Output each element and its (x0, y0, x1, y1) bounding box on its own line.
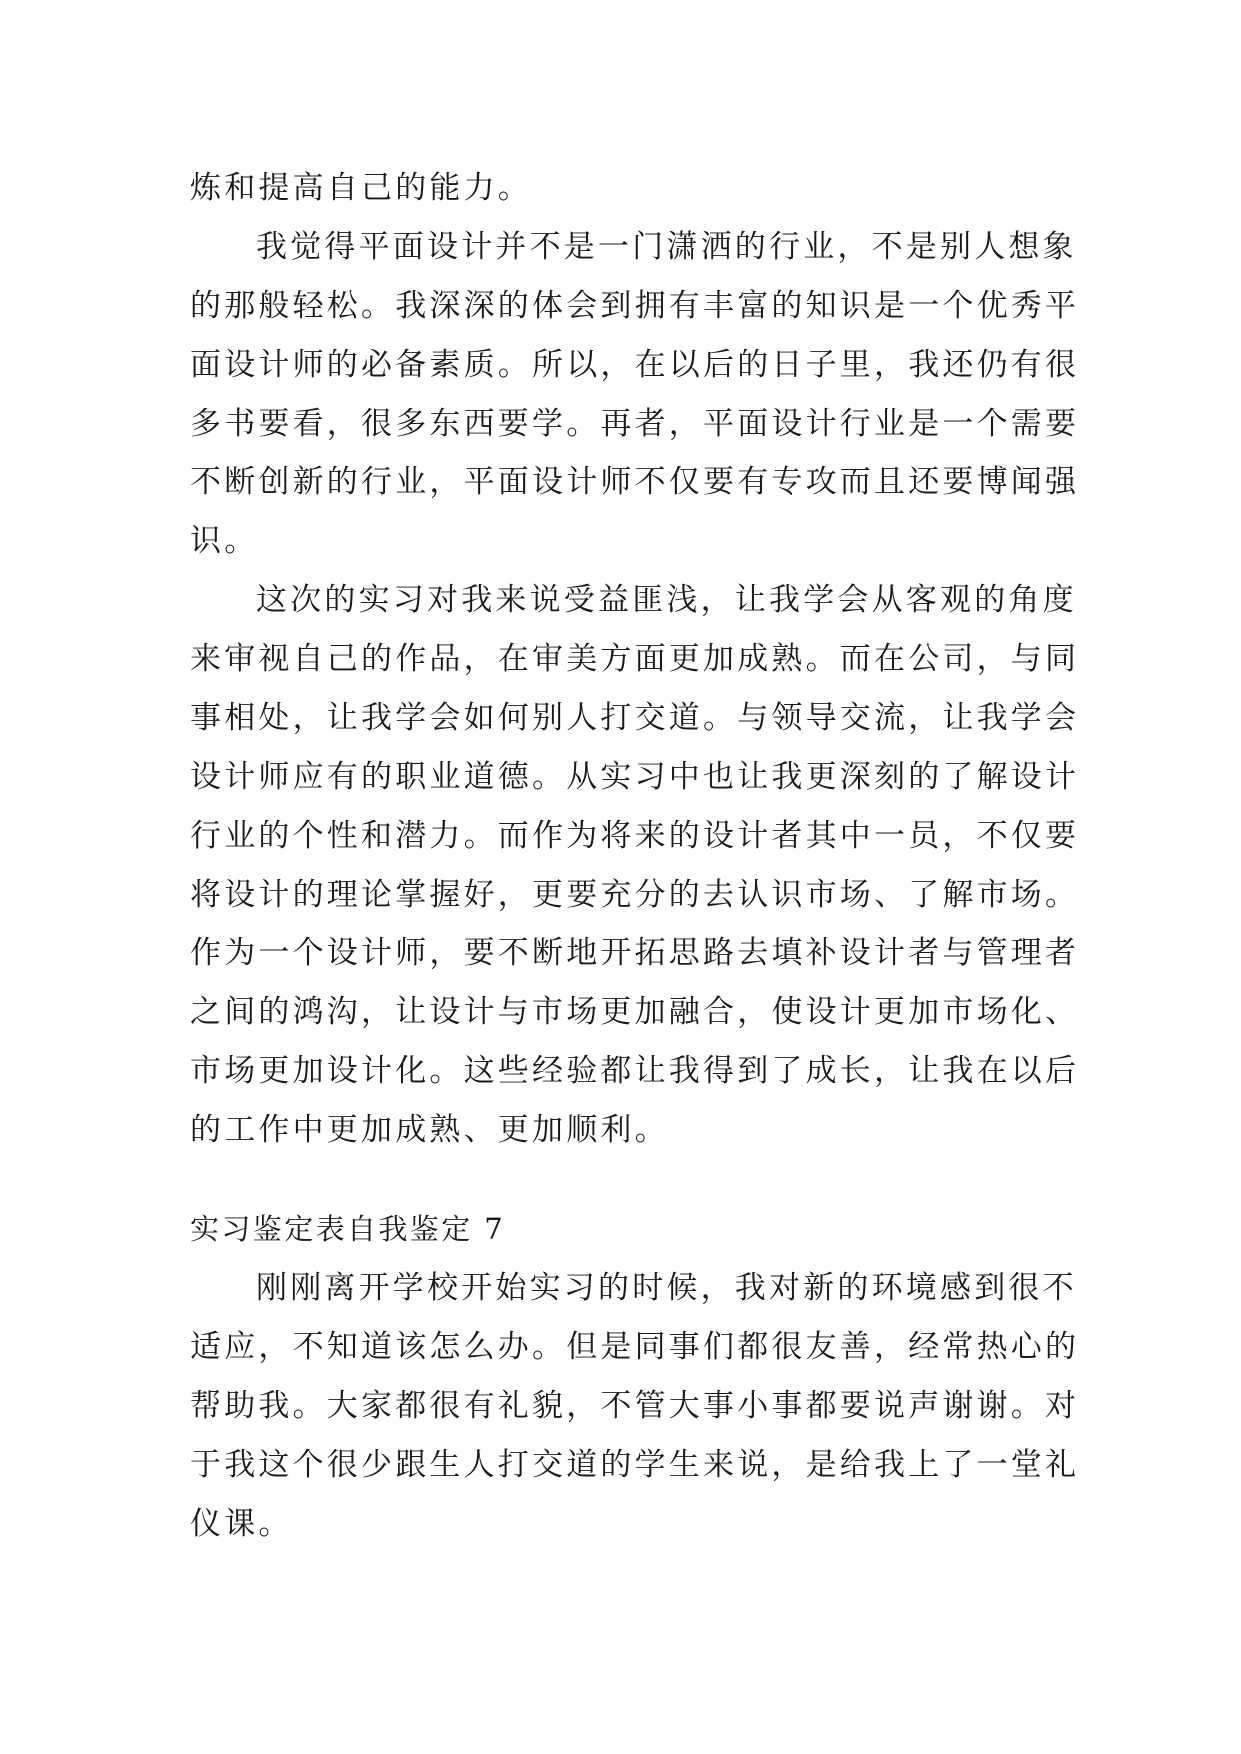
paragraph-line: 仪课。 (190, 1506, 293, 1542)
paragraph-line: 设计师应有的职业道德。从实习中也让我更深刻的了解设计 (190, 759, 1080, 795)
paragraph-line: 适应，不知道该怎么办。但是同事们都很友善，经常热心的 (190, 1329, 1080, 1365)
paragraph-line: 炼和提高自己的能力。 (190, 170, 532, 206)
paragraph-line: 来审视自己的作品，在审美方面更加成熟。而在公司，与同 (190, 641, 1080, 677)
paragraph-line: 作为一个设计师，要不断地开拓思路去填补设计者与管理者 (190, 935, 1080, 971)
paragraph-line: 我觉得平面设计并不是一门潇洒的行业，不是别人想象 (256, 229, 1077, 265)
paragraph-line: 刚刚离开学校开始实习的时候，我对新的环境感到很不 (256, 1270, 1077, 1306)
paragraph-line: 行业的个性和潜力。而作为将来的设计者其中一员，不仅要 (190, 818, 1080, 854)
paragraph-line: 帮助我。大家都很有礼貌，不管大事小事都要说声谢谢。对 (190, 1388, 1080, 1424)
section-heading: 实习鉴定表自我鉴定 7 (190, 1212, 506, 1246)
paragraph-line: 于我这个很少跟生人打交道的学生来说，是给我上了一堂礼 (190, 1447, 1080, 1483)
paragraph-line: 识。 (190, 523, 259, 559)
paragraph-line: 将设计的理论掌握好，更要充分的去认识市场、了解市场。 (190, 877, 1080, 913)
paragraph-line: 这次的实习对我来说受益匪浅，让我学会从客观的角度 (256, 582, 1077, 618)
paragraph-line: 的工作中更加成熟、更加顺利。 (190, 1112, 669, 1148)
paragraph-line: 的那般轻松。我深深的体会到拥有丰富的知识是一个优秀平 (190, 288, 1080, 324)
paragraph-line: 面设计师的必备素质。所以，在以后的日子里，我还仍有很 (190, 347, 1080, 383)
paragraph-line: 事相处，让我学会如何别人打交道。与领导交流，让我学会 (190, 700, 1080, 736)
paragraph-line: 市场更加设计化。这些经验都让我得到了成长，让我在以后 (190, 1053, 1080, 1089)
paragraph-line: 之间的鸿沟，让设计与市场更加融合，使设计更加市场化、 (190, 994, 1080, 1030)
paragraph-line: 多书要看，很多东西要学。再者，平面设计行业是一个需要 (190, 406, 1080, 442)
paragraph-line: 不断创新的行业，平面设计师不仅要有专攻而且还要博闻强 (190, 464, 1080, 500)
